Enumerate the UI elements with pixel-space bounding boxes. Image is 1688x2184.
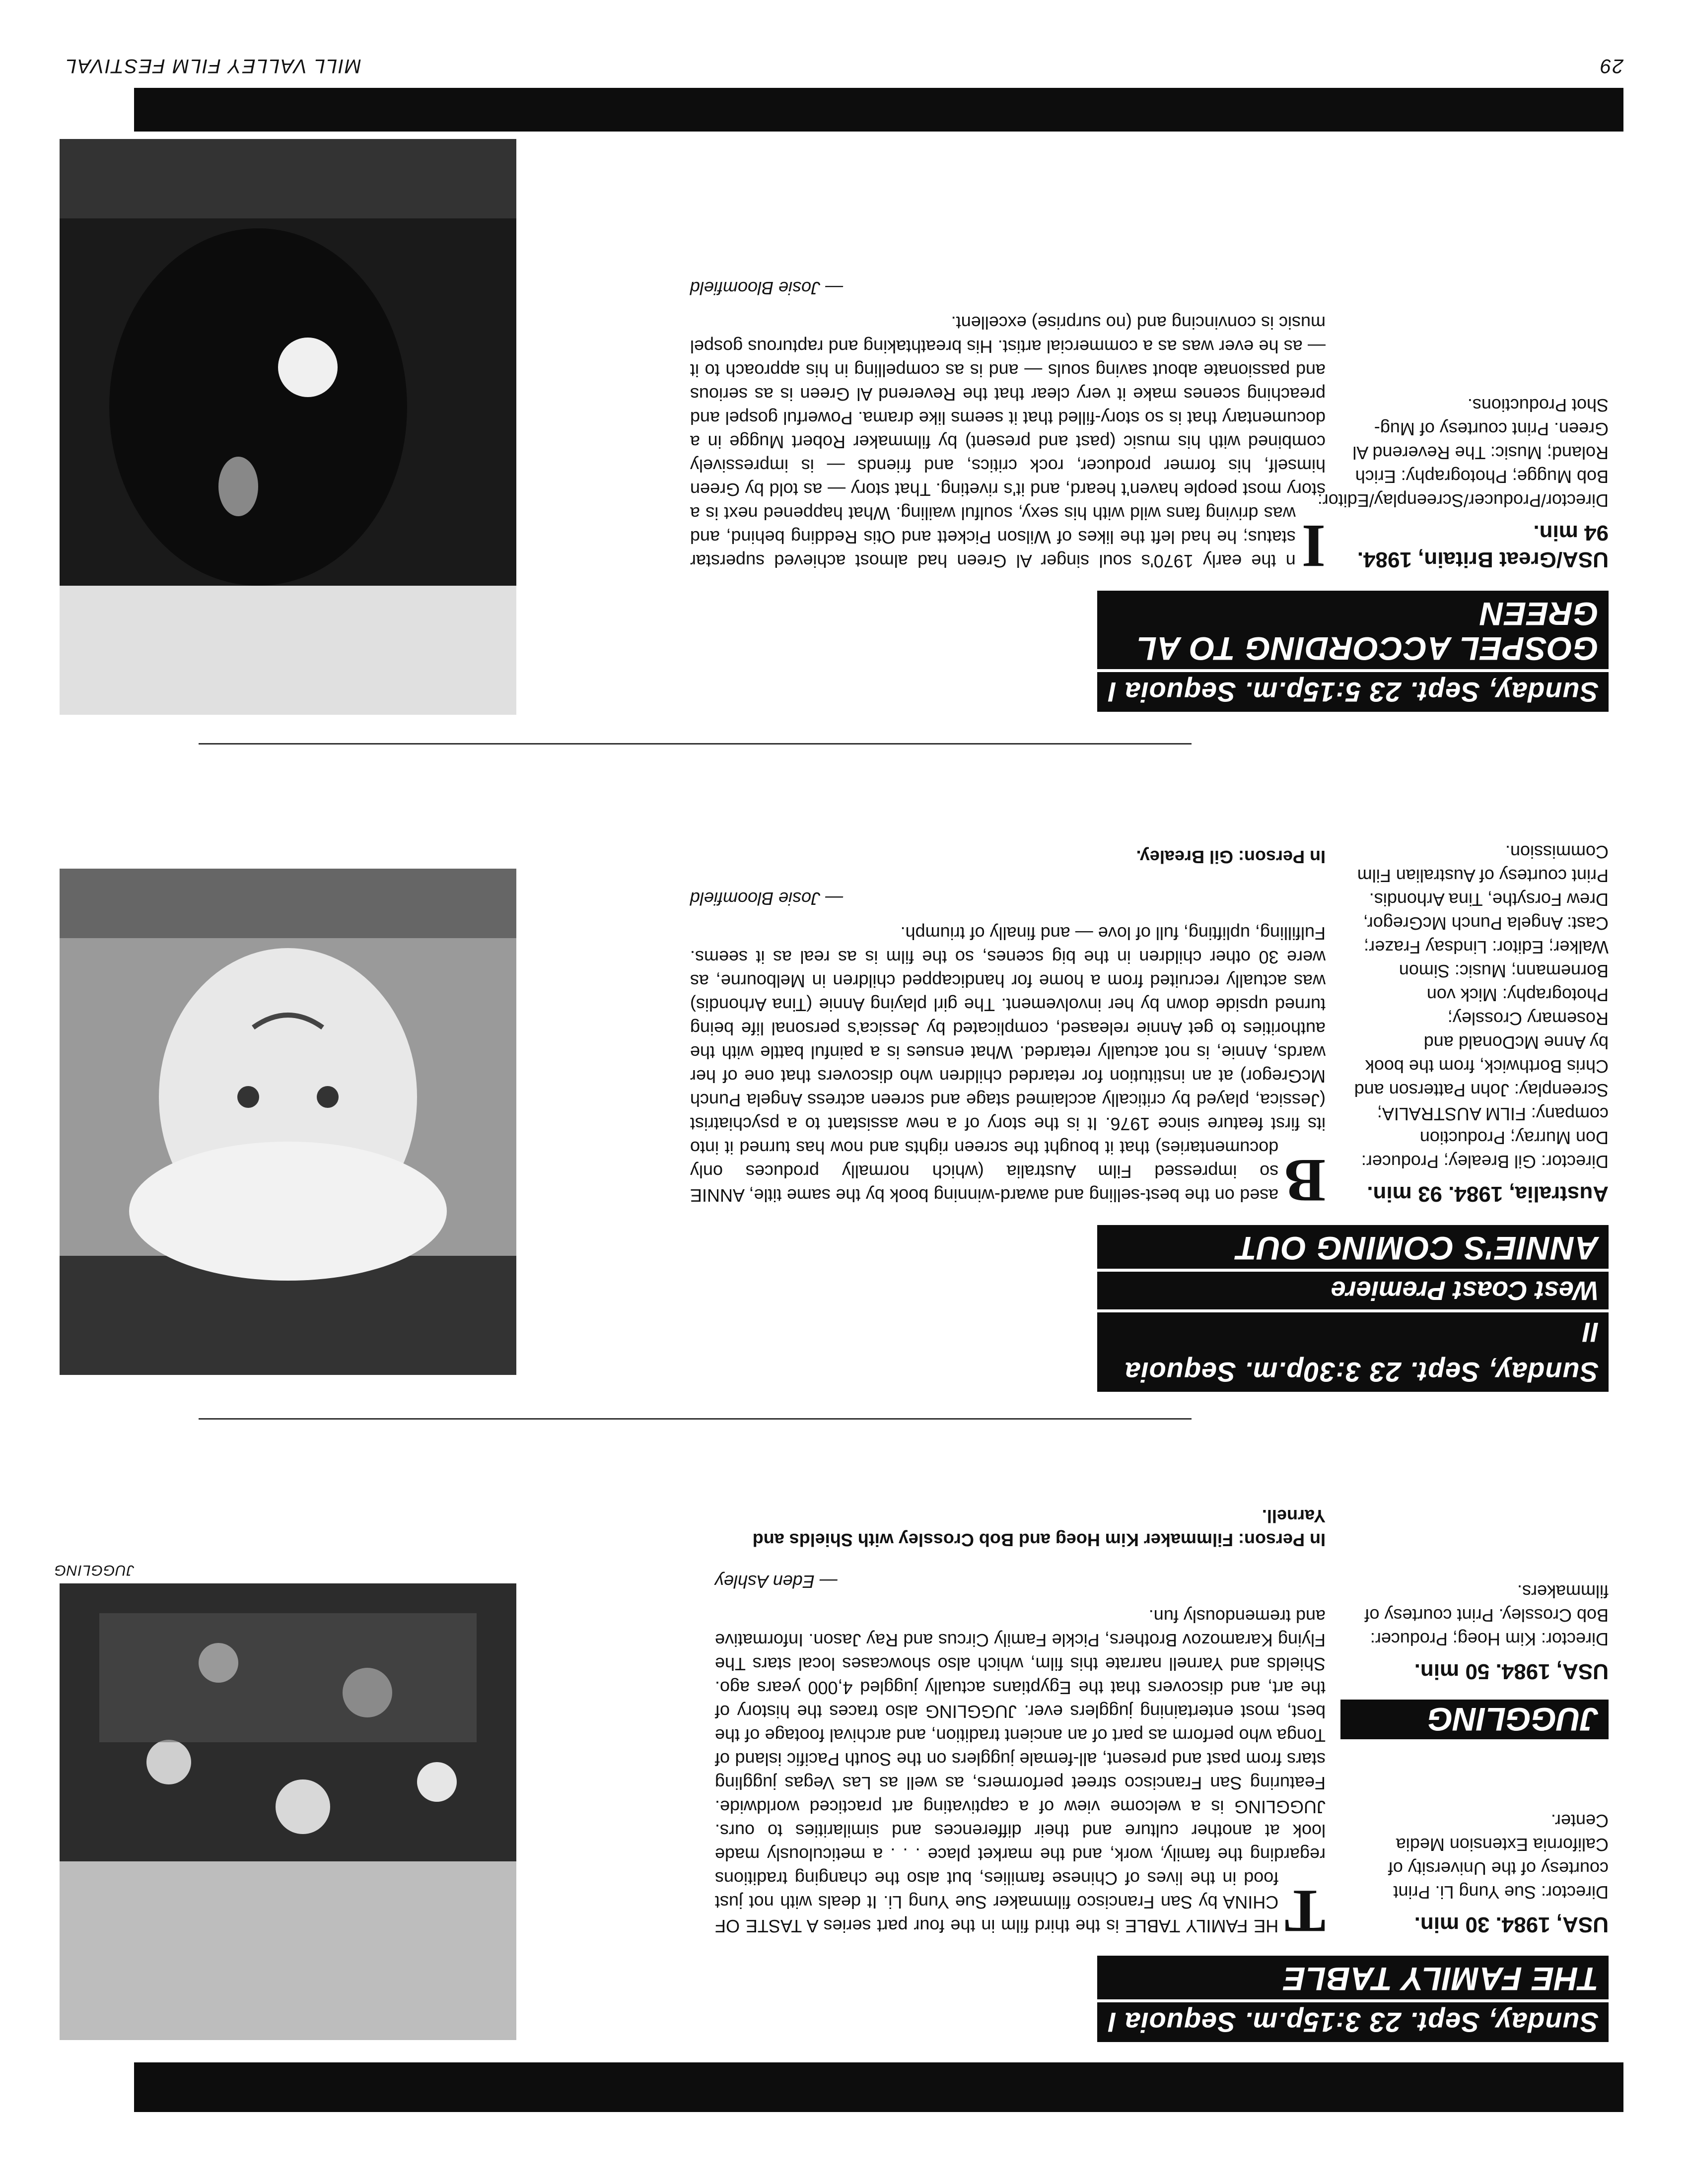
divider	[199, 743, 1192, 745]
film-gospel-al-green	[690, 276, 1609, 715]
drop-cap: T	[1284, 1877, 1326, 1945]
photo-caption-juggling: JUGGLING	[54, 1562, 134, 1578]
drop-cap: I	[1301, 512, 1326, 580]
credits	[1350, 840, 1609, 1207]
footer-band	[134, 2062, 1623, 2112]
film-title: THE FAMILY TABLE	[1097, 1956, 1609, 2002]
film-annies-coming-out	[690, 840, 1609, 1395]
photo-al-green	[60, 139, 516, 715]
description-text: n the early 1970's soul singer Al Green had almost achieved superstar status; he had left the likes of Wilson Pickett and Otis Redding behind, and was driving fans wild with his sexy, soulful wailing. What happened next is a story most people haven't heard, and it's riveting. That story — as told by Green himself, his former producer, rock critics, and friends — is impressively combined with his music (past and present) by filmmaker Robert Mugge in a documentary that is so story-filled that it seems like drama. Powerful gospel and preaching scenes make it very clear that the Reverend Al Green is as serious and passionate about saving souls — and is as compelling in his approach to it — as he ever was as a commercial artist. His breathtaking and rapturous gospel music is convincing and (no surprise) excellent.	[690, 313, 1326, 571]
juggling-photo-image	[60, 1583, 516, 2040]
film-meta: Australia, 1984. 93 min.	[1367, 1182, 1609, 1206]
venue-bar: Sunday, Sept. 23 5:15p.m. Sequoia I	[1097, 672, 1609, 715]
al-green-photo-image	[60, 139, 516, 715]
film-title: GOSPEL ACCORDING TO AL GREEN	[1097, 591, 1609, 672]
film-family-table	[715, 1504, 1609, 2045]
film-meta: USA, 1984. 30 min.	[1414, 1912, 1609, 1937]
running-head	[65, 55, 1623, 77]
venue-bar: Sunday, Sept. 23 3:15p.m. Sequoia I	[1097, 2002, 1609, 2045]
film-title-juggling: JUGGLING	[1340, 1700, 1609, 1739]
credits-text: Director: Sue Yung Li. Print courtesy of the University of California Extension Media Center.	[1388, 1811, 1609, 1903]
film-meta-juggling: USA, 1984. 50 min.	[1414, 1659, 1609, 1684]
description	[690, 276, 1326, 580]
description-text: HE FAMILY TABLE is the third film in the four part series A TASTE OF CHINA by San Francisco filmmaker Sue Yung Li. It deals with not just food in the lives of Chinese families, but also the changing traditions regarding the family, work, and the market place . . . a meticulously made look at another culture and their differences and similarities to ours. JUGGLING is a welcome view of a captivating art practiced worldwide. Featuring San Francisco street performers, as well as Las Vegas juggling stars from past and present, all-female jugglers on the South Pacific island of Tonga who perform as part of an ancient tradition, and archival footage of the best, most entertaining jugglers ever. JUGGLING also traces the history of the art, and discovers that the Egyptians actually juggled 4,000 years ago. Shields and Yarnell narrate this film, which also showcases local stars The Flying Karamozov Brothers, Pickle Family Circus and Ray Jason. Informative and tremendously fun.	[715, 1606, 1326, 1936]
header-band	[134, 88, 1623, 132]
credits-text: Director/Producer/Screenplay/Editor: Bob Mugge; Photography: Erich Roland; Music: The Reverend Al Green. Print courtesy of Mug-Shot Productions.	[1317, 395, 1609, 511]
credits	[1317, 276, 1609, 573]
premiere-bar: West Coast Premiere	[1097, 1272, 1609, 1312]
in-person: In Person: Gil Brealey.	[1136, 847, 1326, 867]
film-title: ANNIE'S COMING OUT	[1097, 1225, 1609, 1272]
page-number: 29	[1599, 55, 1623, 77]
drop-cap: B	[1284, 1147, 1326, 1215]
film-meta: USA/Great Britain, 1984. 94 min.	[1357, 521, 1609, 572]
description	[715, 1504, 1326, 1945]
credits-text: Director: Gil Brealey; Producer: Don Murray; Production company: FILM AUSTRALIA; Screenplay: John Patterson and Chris Borthwick, from the book by Anne McDonald and Rosemary Crossley; Photography: Mick von Bornemann; Music: Simon Walker; Editor: Lindsay Frazer; Cast: Angela Punch McGregor, Drew Forsythe, Tina Arhondis. Print courtesy of Australian Film Commission.	[1354, 842, 1609, 1172]
venue-bar: Sunday, Sept. 23 3:30p.m. Sequoia II	[1097, 1312, 1609, 1395]
divider	[199, 1418, 1192, 1420]
byline: — Josie Bloomfield	[690, 278, 844, 298]
photo-juggling	[60, 1583, 516, 2040]
byline: — Eden Ashley	[715, 1571, 838, 1592]
in-person: In Person: Filmmaker Kim Hoeg and Bob Crossley with Shields and Yarnell.	[752, 1506, 1326, 1550]
photo-annie	[60, 869, 516, 1375]
running-head-title: MILL VALLEY FILM FESTIVAL	[65, 55, 361, 77]
credits	[1350, 1504, 1609, 1938]
annie-photo-image	[60, 869, 516, 1375]
description-text: ased on the best-selling and award-winning book by the same title, ANNIE so impressed Film Australia (which normally produces only documentaries) that it bought the screen rights and now has turned it into its first feature since 1976. It is the story of a new assistant to a psychiatrist (Jessica, played by critically acclaimed stage and screen actress Angela Punch McGregor) at an institution for retarded children who discovers that one of her wards, Annie, is not actually retarded. What ensues is a painful battle with the authorities to get Annie released, complicated by Jessica's personal life being turned upside down by her involvement. The girl playing Annie (Tina Arhondis) was actually recruited from a home for handicapped children in Melbourne, as were 30 other children in the big scenes, so the film is as real as it seems. Fulfilling, uplifting, full of love — and finally of triumph.	[690, 923, 1326, 1206]
description	[690, 840, 1326, 1215]
byline: — Josie Bloomfield	[690, 888, 844, 909]
credits-text-juggling: Director: Kim Hoeg; Producer: Bob Crossley. Print courtesy of filmmakers.	[1364, 1581, 1609, 1649]
